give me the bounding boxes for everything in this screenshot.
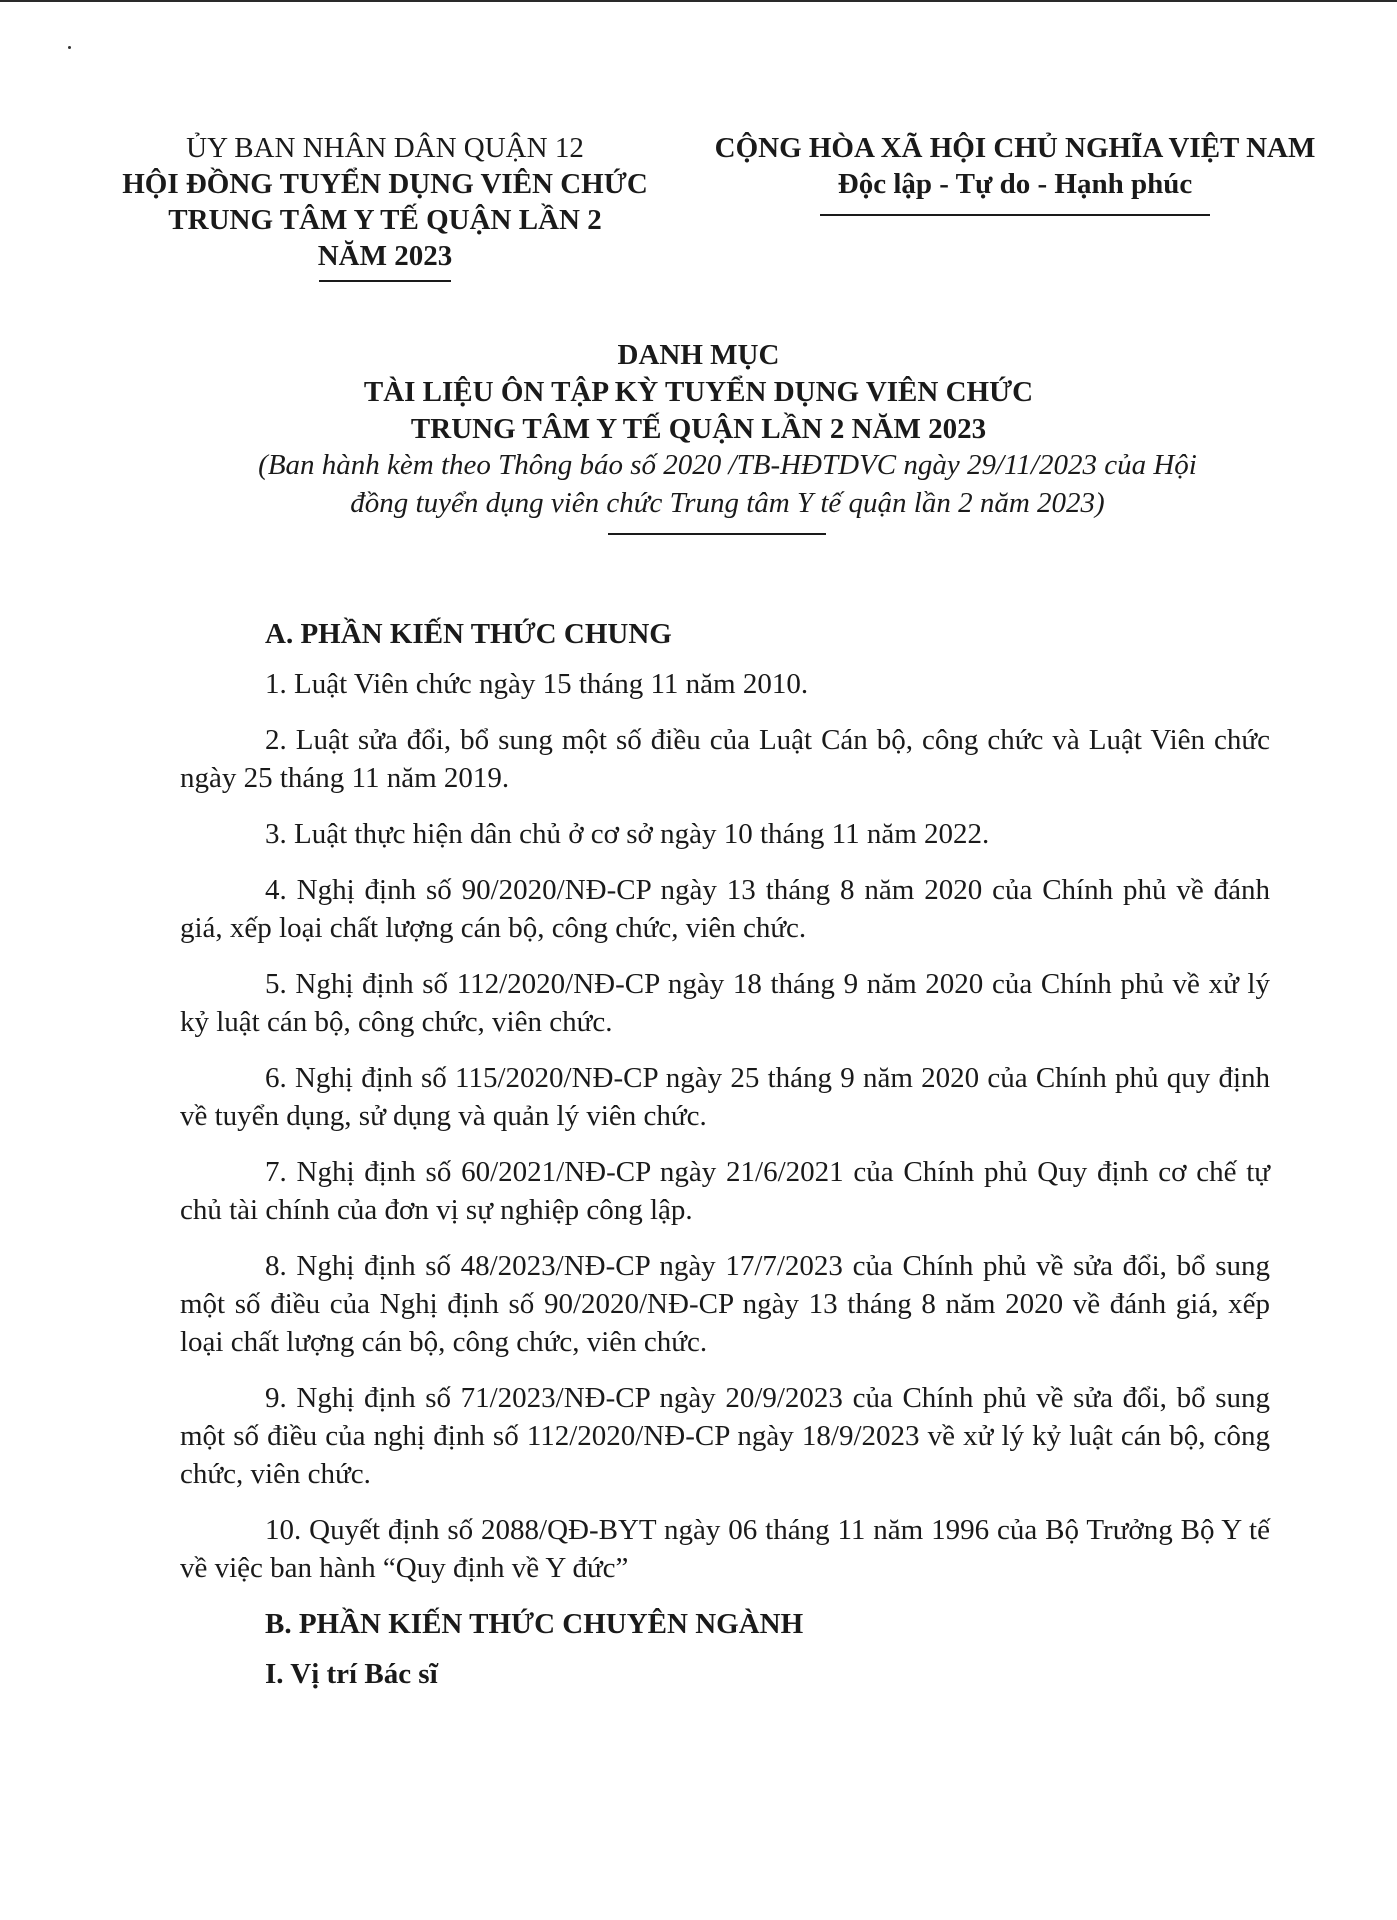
motto-underline xyxy=(820,214,1210,216)
list-item: 7. Nghị định số 60/2021/NĐ-CP ngày 21/6/2021 của Chính phủ Quy định cơ chế tự chủ tài chính của đơn vị sự nghiệp công lập. xyxy=(180,1156,1270,1226)
authority-line-2: HỘI ĐỒNG TUYỂN DỤNG VIÊN CHỨC xyxy=(122,168,648,200)
document-body xyxy=(180,615,1270,1693)
scan-top-border xyxy=(0,0,1397,2)
country-name: CỘNG HÒA XÃ HỘI CHỦ NGHĨA VIỆT NAM xyxy=(714,132,1316,164)
list-item: 8. Nghị định số 48/2023/NĐ-CP ngày 17/7/2023 của Chính phủ về sửa đổi, bổ sung một số điều của Nghị định số 90/2020/NĐ-CP ngày 13 tháng 8 năm 2020 về đánh giá, xếp loại chất lượng cán bộ, công chức, viên chức. xyxy=(180,1250,1270,1358)
authority-line-1: ỦY BAN NHÂN DÂN QUẬN 12 xyxy=(186,132,584,164)
list-item: 4. Nghị định số 90/2020/NĐ-CP ngày 13 tháng 8 năm 2020 của Chính phủ về đánh giá, xếp loại chất lượng cán bộ, công chức, viên chức. xyxy=(180,874,1270,944)
national-motto: Độc lập - Tự do - Hạnh phúc xyxy=(837,168,1193,200)
list-item: 10. Quyết định số 2088/QĐ-BYT ngày 06 tháng 11 năm 1996 của Bộ Trưởng Bộ Y tế về việc ban hành “Quy định về Y đức” xyxy=(180,1514,1270,1584)
list-item: 1. Luật Viên chức ngày 15 tháng 11 năm 2010. xyxy=(265,668,809,700)
list-item: 3. Luật thực hiện dân chủ ở cơ sở ngày 10 tháng 11 năm 2022. xyxy=(265,818,990,850)
title-underline xyxy=(608,533,826,535)
national-motto-block xyxy=(680,130,1350,216)
section-b-heading: B. PHẦN KIẾN THỨC CHUYÊN NGÀNH xyxy=(265,1608,804,1640)
document-title xyxy=(100,337,1297,448)
section-a-heading: A. PHẦN KIẾN THỨC CHUNG xyxy=(265,618,672,650)
title-line-2: TÀI LIỆU ÔN TẬP KỲ TUYỂN DỤNG VIÊN CHỨC xyxy=(363,376,1034,408)
document-subtitle xyxy=(160,446,1295,522)
subtitle-line-2: đồng tuyển dụng viên chức Trung tâm Y tế quận lần 2 năm 2023) xyxy=(350,487,1105,519)
authority-underline xyxy=(319,280,451,282)
list-item: 6. Nghị định số 115/2020/NĐ-CP ngày 25 tháng 9 năm 2020 của Chính phủ quy định về tuyển dụng, sử dụng và quản lý viên chức. xyxy=(180,1062,1270,1132)
authority-line-3: TRUNG TÂM Y TẾ QUẬN LẦN 2 xyxy=(168,204,602,236)
list-item: 2. Luật sửa đổi, bổ sung một số điều của Luật Cán bộ, công chức và Luật Viên chức ngày 25 tháng 11 năm 2019. xyxy=(180,724,1270,794)
scan-speck xyxy=(68,46,71,49)
title-line-1: DANH MỤC xyxy=(617,339,780,371)
issuing-authority-block xyxy=(100,130,670,282)
authority-line-4: NĂM 2023 xyxy=(317,240,453,272)
list-item: 5. Nghị định số 112/2020/NĐ-CP ngày 18 tháng 9 năm 2020 của Chính phủ về xử lý kỷ luật cán bộ, công chức, viên chức. xyxy=(180,968,1270,1038)
subtitle-line-1: (Ban hành kèm theo Thông báo số 2020 /TB-HĐTDVC ngày 29/11/2023 của Hội xyxy=(258,449,1197,481)
list-item: 9. Nghị định số 71/2023/NĐ-CP ngày 20/9/2023 của Chính phủ về sửa đổi, bổ sung một số điều của nghị định số 112/2020/NĐ-CP ngày 18/9/2023 về xử lý kỷ luật cán bộ, công chức, viên chức. xyxy=(180,1382,1270,1490)
section-b-subheading: I. Vị trí Bác sĩ xyxy=(265,1658,438,1690)
title-line-3: TRUNG TÂM Y TẾ QUẬN LẦN 2 NĂM 2023 xyxy=(410,413,987,445)
